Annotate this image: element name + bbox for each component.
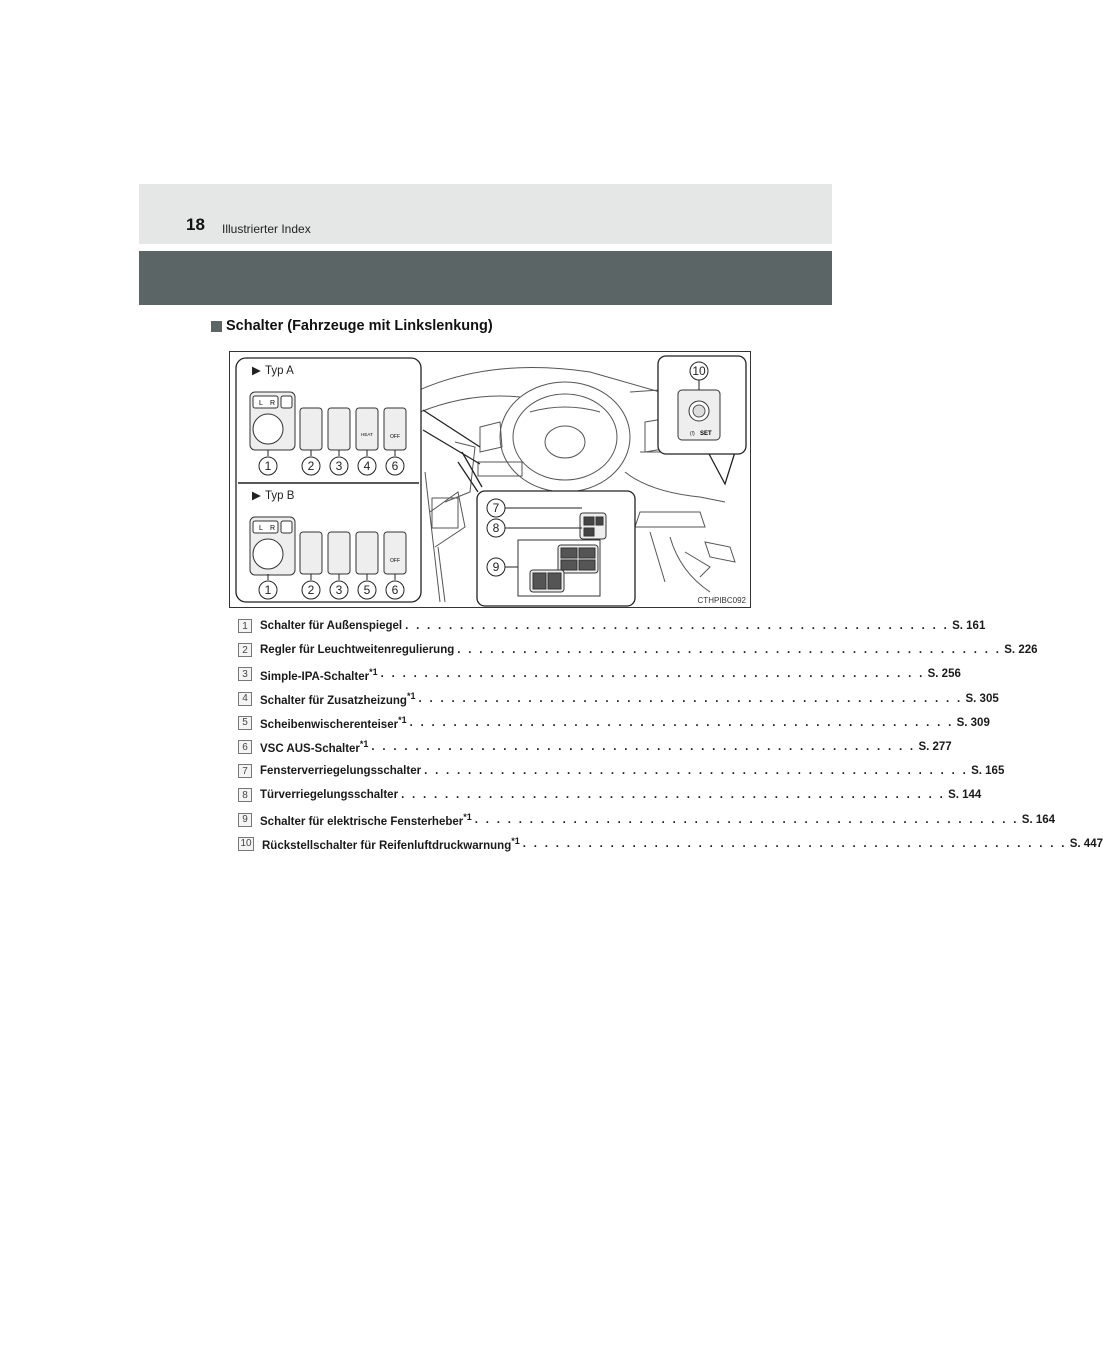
section-title-text: Schalter (Fahrzeuge mit Linkslenkung) <box>226 318 493 334</box>
svg-text:4: 4 <box>363 459 371 473</box>
item-label: Schalter für elektrische Fensterheber$^{*1}$ <box>260 811 472 828</box>
off-label-a: OFF <box>390 434 400 440</box>
item-label: Schalter für Außenspiegel <box>260 620 403 633</box>
svg-text:7: 7 <box>492 501 500 515</box>
list-item <box>238 711 990 735</box>
leader-dots: . . . . . . . . . . . . . . . . . . . . . . . . . . . . . . . . . . . . . . . . . . . . . . . . . . <box>401 789 946 802</box>
svg-text:10: 10 <box>692 364 706 378</box>
item-number: 7 <box>238 764 252 778</box>
item-number: 9 <box>238 813 252 827</box>
item-label: Regler für Leuchtweitenregulierung <box>260 644 455 657</box>
svg-text:3: 3 <box>335 583 343 597</box>
svg-text:3: 3 <box>335 459 343 473</box>
svg-text:8: 8 <box>492 521 500 535</box>
item-label: VSC AUS-Schalter$^{*1}$ <box>260 739 369 755</box>
item-label: Rückstellschalter für Reifenluftdruckwarnung$^{*1}$ <box>262 835 520 852</box>
item-number: 1 <box>238 619 252 633</box>
header-dark-bar <box>139 251 832 305</box>
leader-dots: . . . . . . . . . . . . . . . . . . . . . . . . . . . . . . . . . . . . . . . . . . . . . . . . . . <box>409 716 954 729</box>
typ-b-arrow-icon: ▶ <box>252 490 261 502</box>
off-label-b: OFF <box>390 558 400 564</box>
item-label: Scheibenwischerenteiser$^{*1}$ <box>260 714 407 731</box>
page-reference[interactable]: S. 161 <box>952 620 986 633</box>
typ-b-label: Typ B <box>265 490 295 502</box>
item-label: Fensterverriegelungsschalter <box>260 765 422 778</box>
list-item <box>238 687 999 711</box>
item-number: 5 <box>238 716 252 730</box>
svg-text:6: 6 <box>391 583 399 597</box>
page-reference[interactable]: S. 226 <box>1004 644 1038 657</box>
mirror-l-letter: L <box>259 400 263 407</box>
mirror-r-letter-b: R <box>270 525 276 532</box>
switch-illustration-svg <box>230 352 750 607</box>
svg-text:1: 1 <box>264 459 272 473</box>
section-title <box>211 318 493 334</box>
list-item <box>238 759 1005 783</box>
page-reference[interactable]: S. 277 <box>918 741 952 754</box>
svg-text:1: 1 <box>264 583 272 597</box>
page-number: 18 <box>186 215 205 234</box>
leader-dots: . . . . . . . . . . . . . . . . . . . . . . . . . . . . . . . . . . . . . . . . . . . . . . . . . . <box>457 644 1002 657</box>
typ-a-label: Typ A <box>265 365 294 377</box>
list-item <box>238 662 961 686</box>
heat-label: HEAT <box>361 432 373 437</box>
set-label: SET <box>700 431 712 437</box>
item-number: 3 <box>238 667 252 681</box>
leader-dots: . . . . . . . . . . . . . . . . . . . . . . . . . . . . . . . . . . . . . . . . . . . . . . . . . . <box>405 620 950 633</box>
leader-dots: . . . . . . . . . . . . . . . . . . . . . . . . . . . . . . . . . . . . . . . . . . . . . . . . . . <box>371 741 916 754</box>
svg-text:2: 2 <box>307 459 315 473</box>
page-reference[interactable]: S. 144 <box>948 789 982 802</box>
svg-text:6: 6 <box>391 459 399 473</box>
list-item <box>238 614 986 638</box>
mirror-l-letter-b: L <box>259 525 263 532</box>
leader-dots: . . . . . . . . . . . . . . . . . . . . . . . . . . . . . . . . . . . . . . . . . . . . . . . . . . <box>522 837 1067 850</box>
item-label: Simple-IPA-Schalter$^{*1}$ <box>260 666 378 683</box>
svg-text:2: 2 <box>307 583 315 597</box>
svg-text:5: 5 <box>363 583 371 597</box>
item-number: 10 <box>238 837 254 851</box>
leader-dots: . . . . . . . . . . . . . . . . . . . . . . . . . . . . . . . . . . . . . . . . . . . . . . . . . . <box>380 668 925 681</box>
list-item <box>238 783 982 807</box>
leader-dots: . . . . . . . . . . . . . . . . . . . . . . . . . . . . . . . . . . . . . . . . . . . . . . . . . . <box>418 692 963 705</box>
list-item <box>238 638 1038 662</box>
switch-illustration <box>229 351 751 608</box>
header-title: Illustrierter Index <box>222 222 311 236</box>
list-item <box>238 808 1056 832</box>
item-number: 2 <box>238 643 252 657</box>
page-reference[interactable]: S. 256 <box>927 668 961 681</box>
svg-text:9: 9 <box>492 560 500 574</box>
page-reference[interactable]: S. 165 <box>971 765 1005 778</box>
list-item <box>238 735 952 759</box>
leader-dots: . . . . . . . . . . . . . . . . . . . . . . . . . . . . . . . . . . . . . . . . . . . . . . . . . . <box>474 813 1019 826</box>
leader-dots: . . . . . . . . . . . . . . . . . . . . . . . . . . . . . . . . . . . . . . . . . . . . . . . . . . <box>424 765 969 778</box>
tire-warning-icon: (!) <box>690 431 695 437</box>
item-number: 8 <box>238 788 252 802</box>
page-reference[interactable]: S. 164 <box>1021 813 1056 826</box>
item-number: 6 <box>238 740 252 754</box>
item-label: Türverriegelungsschalter <box>260 789 399 802</box>
page-reference[interactable]: S. 305 <box>965 692 999 705</box>
section-square-icon <box>211 321 222 332</box>
item-label: Schalter für Zusatzheizung$^{*1}$ <box>260 690 416 707</box>
item-number: 4 <box>238 692 252 706</box>
switch-index-list <box>238 614 1103 856</box>
figure-code: CTHPIBC092 <box>697 596 746 605</box>
page-reference[interactable]: S. 309 <box>956 716 990 729</box>
page-reference[interactable]: S. 447 <box>1069 837 1103 850</box>
typ-a-arrow-icon: ▶ <box>252 365 261 377</box>
list-item <box>238 832 1103 856</box>
mirror-r-letter: R <box>270 400 276 407</box>
